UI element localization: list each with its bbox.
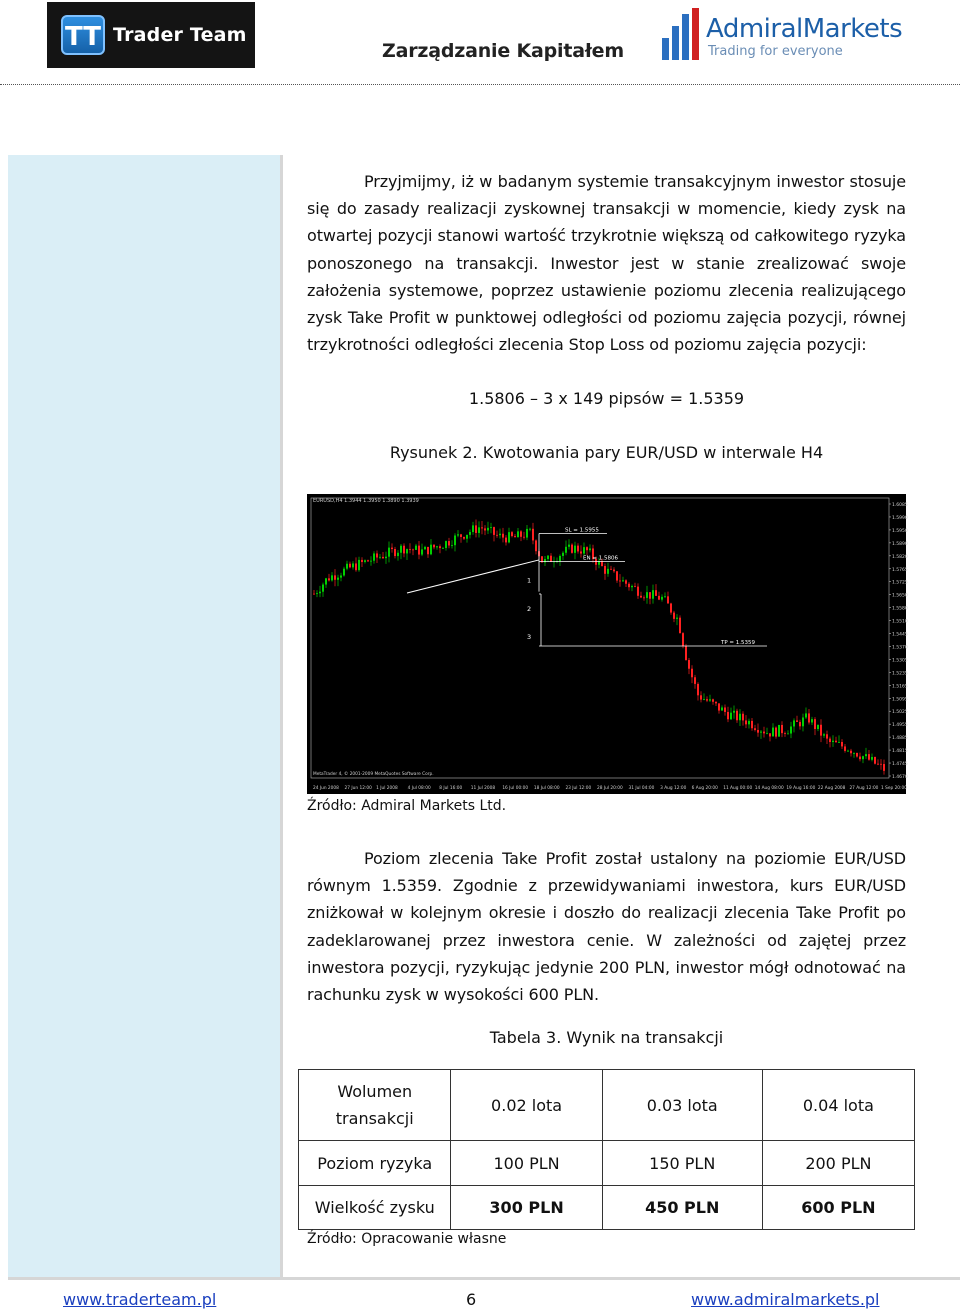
header-divider xyxy=(0,84,960,85)
candle-body xyxy=(514,536,516,537)
candle-body xyxy=(460,534,462,537)
candle-body xyxy=(778,725,780,737)
table-cell: Poziom ryzyka xyxy=(299,1141,451,1186)
candle-body xyxy=(730,713,732,720)
candle-body xyxy=(322,585,324,592)
x-tick-label: 8 Jul 16:00 xyxy=(439,786,463,791)
x-tick-label: 27 Jun 12:00 xyxy=(344,786,372,791)
candle-body xyxy=(574,546,576,553)
candle-body xyxy=(742,714,744,721)
candle-body xyxy=(802,717,804,726)
candle-body xyxy=(853,753,855,754)
candle-body xyxy=(640,596,642,598)
candle-body xyxy=(706,699,708,700)
table-row xyxy=(299,1070,915,1141)
paragraph-2: Poziom zlecenia Take Profit został ustalony na poziomie EUR/USD równym 1.5359. Zgodnie z przewidywaniami inwestora, kurs EUR/USD zniżkował w kolejnym okresie i doszło do realizacji zlecenia Take Profit po zadeklarowanej przez inwestora cenie. W zależności od zajętej przez inwestora pozycji, ryzykując jedynie 200 PLN, inwestor mógł odnotować na rachunku zysk w wysokości 600 PLN. xyxy=(307,849,906,1005)
y-tick-label: 1.5370 xyxy=(892,645,908,651)
candle-body xyxy=(334,575,336,579)
candle-body xyxy=(325,578,327,584)
x-tick-label: 3 Aug 12:00 xyxy=(660,786,687,791)
candle-body xyxy=(571,545,573,553)
candle-body xyxy=(337,578,339,580)
candle-body xyxy=(370,561,372,562)
x-tick-label: 11 Aug 00:00 xyxy=(723,786,753,791)
y-tick-label: 1.5165 xyxy=(892,684,908,690)
y-tick-label: 1.4815 xyxy=(892,749,908,755)
candle-body xyxy=(703,699,705,700)
candle-body xyxy=(562,553,564,556)
y-tick-label: 1.5305 xyxy=(892,658,908,664)
candle-body xyxy=(610,569,612,570)
candle-body xyxy=(712,699,714,701)
candle-body xyxy=(679,618,681,633)
candle-body xyxy=(493,527,495,535)
x-tick-label: 11 Jul 2008 xyxy=(470,786,496,791)
table-cell: 450 PLN xyxy=(602,1186,762,1230)
candle-body xyxy=(868,754,870,760)
x-tick-label: 6 Aug 20:00 xyxy=(691,786,718,791)
candle-body xyxy=(700,695,702,699)
y-tick-label: 1.5765 xyxy=(892,567,908,573)
candle-body xyxy=(589,548,591,550)
admiral-logo-tagline: Trading for everyone xyxy=(708,44,843,59)
candle-body xyxy=(781,725,783,733)
candle-body xyxy=(430,545,432,555)
en-label: EN = 1.5806 xyxy=(583,555,618,562)
candle-body xyxy=(670,603,672,612)
candle-body xyxy=(550,556,552,562)
candle-body xyxy=(652,590,654,599)
y-tick-label: 1.5580 xyxy=(892,606,908,612)
candle-body xyxy=(745,720,747,724)
candle-body xyxy=(535,540,537,551)
candle-body xyxy=(628,584,630,587)
table-cell: 0.02 lota xyxy=(451,1070,602,1141)
candle-body xyxy=(667,596,669,603)
candle-body xyxy=(457,534,459,535)
candle-body xyxy=(643,597,645,598)
candle-body xyxy=(673,613,675,619)
candle-body xyxy=(784,733,786,734)
candle-body xyxy=(400,546,402,553)
candle-body xyxy=(355,563,357,570)
y-tick-label: 1.6085 xyxy=(892,503,908,508)
footer-link-traderteam[interactable]: www.traderteam.pl xyxy=(63,1290,217,1309)
x-tick-label: 14 Aug 08:00 xyxy=(754,786,784,791)
candle-body xyxy=(433,545,435,548)
table-cell: 200 PLN xyxy=(762,1141,914,1186)
candle-body xyxy=(754,728,756,730)
candle-body xyxy=(526,529,528,538)
candle-body xyxy=(424,547,426,549)
candle-body xyxy=(775,728,777,737)
y-tick-label: 1.5095 xyxy=(892,697,908,703)
candle-body xyxy=(421,549,423,554)
candle-body xyxy=(811,719,813,722)
y-tick-label: 1.5025 xyxy=(892,710,908,716)
page-number: 6 xyxy=(466,1290,477,1309)
candle-body xyxy=(772,728,774,737)
candle-body xyxy=(340,575,342,577)
candle-body xyxy=(586,547,588,550)
candle-body xyxy=(580,551,582,553)
candle-body xyxy=(748,721,750,724)
candle-body xyxy=(313,594,315,595)
table-caption: Tabela 3. Wynik na transakcji xyxy=(489,1028,724,1047)
candle-body xyxy=(502,534,504,538)
y-tick-label: 1.5650 xyxy=(892,593,908,599)
candle-body xyxy=(625,580,627,583)
x-tick-label: 18 Jul 08:00 xyxy=(533,786,560,791)
candle-body xyxy=(799,722,801,726)
candle-body xyxy=(364,560,366,562)
admiral-logo-name: AdmiralMarkets xyxy=(706,14,903,44)
y-tick-label: 1.5445 xyxy=(892,632,908,638)
candle-body xyxy=(406,549,408,553)
candle-body xyxy=(688,660,690,669)
candle-body xyxy=(715,702,717,704)
candle-body xyxy=(763,732,765,734)
candle-body xyxy=(685,646,687,660)
candle-body xyxy=(835,741,837,743)
candle-body xyxy=(871,757,873,760)
footer-link-admiralmarkets[interactable]: www.admiralmarkets.pl xyxy=(691,1290,880,1309)
candle-body xyxy=(856,753,858,757)
candle-body xyxy=(487,528,489,531)
candle-body xyxy=(523,537,525,538)
price-chart xyxy=(307,494,906,794)
candle-body xyxy=(331,575,333,580)
candle-body xyxy=(619,581,621,582)
candle-body xyxy=(352,563,354,567)
candle-body xyxy=(820,725,822,736)
candle-body xyxy=(472,525,474,532)
candle-body xyxy=(739,714,741,721)
candle-body xyxy=(442,548,444,549)
candle-body xyxy=(877,764,879,765)
x-tick-label: 19 Aug 16:00 xyxy=(786,786,816,791)
candle-body xyxy=(577,546,579,552)
table-source: Źródło: Opracowanie własne xyxy=(307,1231,507,1247)
chart-frame xyxy=(311,498,889,778)
side-divider xyxy=(280,155,283,1277)
chart-symbol-label: EURUSD,H4 1.3944 1.3950 1.3890 1.3939 xyxy=(313,498,419,504)
candle-body xyxy=(613,570,615,572)
table-cell: Wolumen transakcji xyxy=(299,1070,451,1141)
chart-footer-text: MetaTrader 4, © 2001-2009 MetaQuotes Software Corp. xyxy=(313,772,434,777)
candle-body xyxy=(880,764,882,765)
table-cell: 150 PLN xyxy=(602,1141,762,1186)
candle-body xyxy=(343,569,345,576)
candle-body xyxy=(511,532,513,536)
admiral-markets-logo xyxy=(662,6,912,64)
candle-body xyxy=(496,535,498,536)
candle-body xyxy=(655,590,657,596)
bottom-divider xyxy=(8,1277,960,1280)
x-tick-label: 31 Jul 04:00 xyxy=(628,786,655,791)
candle-body xyxy=(817,725,819,729)
candle-body xyxy=(790,726,792,733)
candle-body xyxy=(658,596,660,600)
candle-body xyxy=(403,546,405,554)
candle-body xyxy=(862,756,864,759)
y-tick-label: 1.4955 xyxy=(892,723,908,729)
candle-body xyxy=(382,557,384,558)
candle-body xyxy=(760,732,762,733)
candle-body xyxy=(436,546,438,547)
candle-body xyxy=(661,597,663,600)
table-row xyxy=(299,1141,915,1186)
candle-body xyxy=(847,751,849,752)
candle-body xyxy=(385,557,387,559)
candle-body xyxy=(787,734,789,735)
candle-body xyxy=(481,527,483,528)
candle-body xyxy=(415,546,417,550)
price-chart-svg xyxy=(307,494,906,794)
candle-body xyxy=(682,633,684,646)
candle-body xyxy=(373,553,375,560)
table-cell: 0.04 lota xyxy=(762,1070,914,1141)
candle-body xyxy=(319,592,321,594)
trend-line xyxy=(407,560,539,593)
y-tick-label: 1.4885 xyxy=(892,736,908,742)
candle-body xyxy=(466,535,468,539)
candle-body xyxy=(841,742,843,746)
y-tick-label: 1.4745 xyxy=(892,762,908,768)
candle-body xyxy=(694,677,696,684)
candle-body xyxy=(805,713,807,717)
candle-body xyxy=(814,719,816,729)
candle-body xyxy=(358,560,360,570)
candle-body xyxy=(517,531,519,537)
y-tick-label: 1.5820 xyxy=(892,554,908,560)
candle-body xyxy=(316,593,318,594)
candle-body xyxy=(478,527,480,533)
x-tick-label: 22 Aug 2008 xyxy=(817,786,846,791)
candle-body xyxy=(838,742,840,743)
candle-body xyxy=(631,586,633,587)
y-tick-label: 1.5990 xyxy=(892,515,908,521)
candle-body xyxy=(796,720,798,722)
candle-body xyxy=(379,557,381,558)
candle-body xyxy=(808,713,810,722)
candle-body xyxy=(448,541,450,545)
candle-body xyxy=(691,669,693,678)
candle-body xyxy=(349,564,351,568)
candle-body xyxy=(367,560,369,561)
candle-body xyxy=(412,549,414,550)
table-cell: 100 PLN xyxy=(451,1141,602,1186)
candle-body xyxy=(793,720,795,726)
side-panel xyxy=(8,155,280,1277)
step-label: 2 xyxy=(527,604,532,613)
candle-body xyxy=(769,733,771,736)
candle-body xyxy=(697,684,699,695)
candle-body xyxy=(418,546,420,555)
candle-body xyxy=(607,569,609,574)
table-cell: 300 PLN xyxy=(451,1186,602,1230)
x-tick-label: 28 Jul 20:00 xyxy=(597,786,623,791)
trader-team-logo-mark: TT xyxy=(61,15,105,55)
candle-body xyxy=(346,564,348,569)
x-tick-label: 1 Jul 2008 xyxy=(376,786,398,791)
candle-body xyxy=(733,711,735,713)
candle-body xyxy=(721,707,723,710)
candle-body xyxy=(445,541,447,548)
candle-body xyxy=(832,741,834,742)
candle-body xyxy=(676,618,678,619)
x-tick-label: 4 Jul 08:00 xyxy=(407,786,431,791)
y-tick-label: 1.5890 xyxy=(892,541,908,547)
candle-body xyxy=(850,751,852,754)
candle-body xyxy=(637,587,639,596)
candle-body xyxy=(583,547,585,553)
candle-body xyxy=(484,528,486,530)
table-cell: 0.03 lota xyxy=(602,1070,762,1141)
candle-body xyxy=(427,547,429,554)
y-tick-label: 1.4670 xyxy=(892,775,908,780)
candle-body xyxy=(508,532,510,542)
candle-body xyxy=(463,537,465,539)
candle-body xyxy=(520,531,522,536)
candle-body xyxy=(865,754,867,756)
candle-body xyxy=(361,560,363,562)
trader-team-logo xyxy=(47,2,255,68)
x-tick-label: 23 Jul 12:00 xyxy=(565,786,592,791)
candle-body xyxy=(529,529,531,530)
table-cell: 600 PLN xyxy=(762,1186,914,1230)
candle-body xyxy=(439,546,441,548)
figure-caption: Rysunek 2. Kwotowania pary EUR/USD w interwale H4 xyxy=(389,443,824,462)
trader-team-logo-text: Trader Team xyxy=(113,24,247,46)
candle-body xyxy=(751,721,753,728)
table-row xyxy=(299,1186,915,1230)
y-tick-label: 1.5725 xyxy=(892,580,908,586)
candle-body xyxy=(709,699,711,700)
step-label: 1 xyxy=(527,576,532,585)
candle-body xyxy=(826,734,828,738)
candle-body xyxy=(565,547,567,553)
candle-body xyxy=(388,548,390,557)
candle-body xyxy=(844,746,846,750)
candle-body xyxy=(397,553,399,556)
candle-body xyxy=(451,545,453,546)
x-tick-label: 24 Jun 2008 xyxy=(313,786,339,791)
candle-body xyxy=(766,733,768,734)
y-tick-label: 1.5950 xyxy=(892,528,908,534)
candle-body xyxy=(376,553,378,557)
candle-body xyxy=(724,707,726,711)
candle-body xyxy=(394,549,396,556)
y-tick-label: 1.5510 xyxy=(892,619,908,625)
candle-body xyxy=(568,545,570,547)
candle-body xyxy=(622,580,624,581)
candle-body xyxy=(409,549,411,550)
candle-body xyxy=(823,734,825,735)
candle-body xyxy=(475,525,477,533)
result-table xyxy=(298,1069,915,1230)
candle-body xyxy=(604,566,606,574)
x-tick-label: 1 Sep 20:00 xyxy=(881,786,907,791)
candle-body xyxy=(646,592,648,598)
candle-body xyxy=(634,586,636,587)
formula: 1.5806 – 3 x 149 pipsów = 1.5359 xyxy=(468,389,745,408)
candle-body xyxy=(736,711,738,720)
candle-body xyxy=(547,556,549,559)
candle-body xyxy=(859,757,861,760)
chart-source: Źródło: Admiral Markets Ltd. xyxy=(307,798,507,814)
page-title: Zarządzanie Kapitałem xyxy=(382,40,624,62)
admiral-bars-icon xyxy=(662,8,700,62)
candle-body xyxy=(559,556,561,561)
candle-body xyxy=(328,578,330,580)
candle-body xyxy=(718,703,720,710)
candle-body xyxy=(391,548,393,549)
step-label: 3 xyxy=(527,632,532,641)
tp-label: TP = 1.5359 xyxy=(721,640,756,647)
candle-body xyxy=(649,592,651,599)
candle-body xyxy=(490,527,492,528)
candle-body xyxy=(664,596,666,597)
sl-label: SL = 1.5955 xyxy=(565,527,599,534)
candle-body xyxy=(532,529,534,541)
candle-body xyxy=(757,730,759,733)
candle-body xyxy=(874,757,876,764)
candle-body xyxy=(883,764,885,771)
candle-body xyxy=(454,536,456,546)
candle-body xyxy=(499,534,501,535)
candle-body xyxy=(727,712,729,719)
y-tick-label: 1.5235 xyxy=(892,671,908,677)
x-tick-label: 27 Aug 12:00 xyxy=(849,786,879,791)
candle-body xyxy=(829,739,831,742)
candle-body xyxy=(469,532,471,535)
candle-body xyxy=(505,538,507,543)
paragraph-1: Przyjmijmy, iż w badanym systemie transakcyjnym inwestor stosuje się do zasady realizacji zyskownej transakcji w momencie, kiedy zysk na otwartej pozycji stanowi wartość trzykrotnie większą od całkowitego ryzyka ponoszonego na transakcji. Inwestor jest w stanie zrealizować swoje założenia systemowe, poprzez ustawienie poziomu zlecenia realizującego zysk Take Profit w punktowej odległości od poziomu zajęcia pozycji, równej trzykrotności odległości zlecenia Stop Loss od poziomu zajęcia pozycji: xyxy=(307,172,906,355)
candle-body xyxy=(616,571,618,580)
table-cell: Wielkość zysku xyxy=(299,1186,451,1230)
x-tick-label: 16 Jul 00:00 xyxy=(502,786,529,791)
